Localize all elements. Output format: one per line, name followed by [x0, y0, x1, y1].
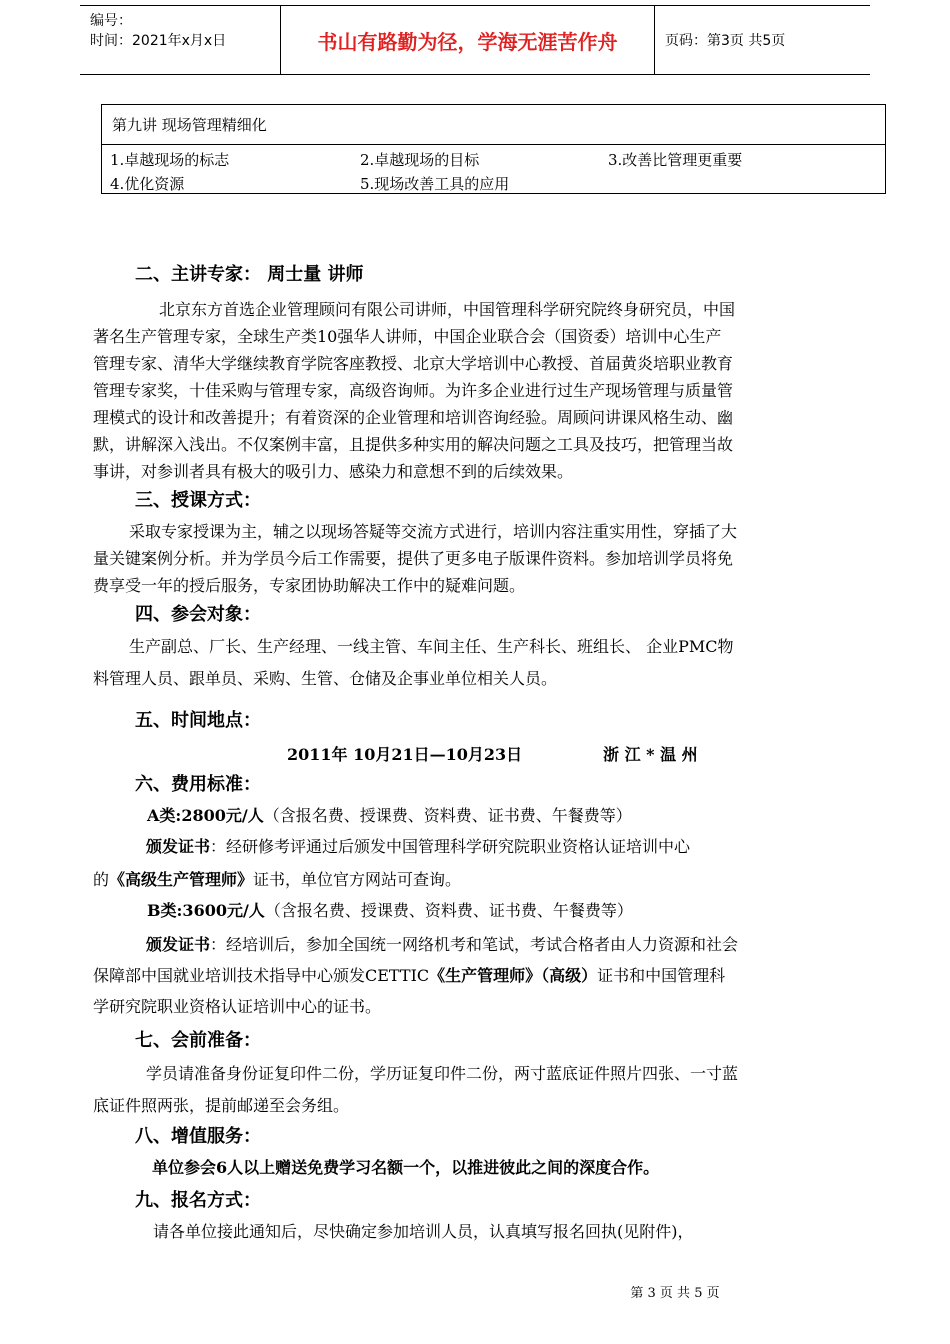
- audience-text: 生产副总、厂长、生产经理、一线主管、车间主任、生产科长、班组长、 企业PMC物 料管理人员、跟单员、采购、生管、仓储及企事业单位相关人员。: [93, 637, 734, 688]
- header-motto: 书山有路勤为径，学海无涯苦作舟: [281, 6, 655, 74]
- registration-text: 请各单位接此通知后，尽快确定参加培训人员，认真填写报名回执(见附件)，: [153, 1222, 694, 1241]
- section-heading-registration: 九、报名方式：: [135, 1190, 261, 1211]
- value-added-text: 单位参会6人以上赠送免费学习名额一个，以推进彼此之间的深度合作。: [152, 1158, 660, 1177]
- teaching-text: 采取专家授课为主，辅之以现场答疑等交流方式进行，培训内容注重实用性，穿插了大 量关键案例分析。并为学员今后工作需要，提供了更多电子版课件资料。参加培训学员将免 费享受一年的授后服务，专家团协助解决工作中的疑难问题。: [93, 522, 738, 595]
- page-header: [80, 5, 870, 75]
- course-table: [101, 104, 886, 194]
- section-heading-time-place: 五、时间地点：: [135, 710, 261, 731]
- fee-b-certificate: 颁发证书：经培训后，参加全国统一网络机考和笔试，考试合格者由人力资源和社会 保障部中国就业培训技术指导中心颁发CETTIC《生产管理师》（高级）证书和中国管理科 学研究院职业资格认证培训中心的证书。: [93, 935, 739, 1016]
- fee-a: A类:2800元/人（含报名费、授课费、资料费、证书费、午餐费等）: [147, 806, 632, 825]
- course-item: 2.卓越现场的目标: [360, 151, 480, 169]
- event-place: 浙 江 * 温 州: [603, 745, 698, 764]
- date-label: 时间：2021年x月x日: [90, 33, 227, 49]
- course-item: 1.卓越现场的标志: [110, 151, 230, 169]
- section-heading-fees: 六、费用标准：: [135, 774, 261, 795]
- event-date: 2011年 10月21日—10月23日: [287, 745, 523, 764]
- page-footer: 第 3 页 共 5 页: [630, 1286, 720, 1301]
- fee-b: B类:3600元/人（含报名费、授课费、资料费、证书费、午餐费等）: [147, 901, 633, 920]
- section-heading-expert: 二、主讲专家： 周士量 讲师: [135, 264, 364, 285]
- preparation-text: 学员请准备身份证复印件二份，学历证复印件二份，两寸蓝底证件照片四张、一寸蓝 底证件照两张，提前邮递至会务组。: [93, 1064, 739, 1115]
- section-heading-audience: 四、参会对象：: [135, 604, 261, 625]
- section-heading-teaching: 三、授课方式：: [135, 490, 261, 511]
- course-item: 3.改善比管理更重要: [608, 151, 743, 169]
- fee-a-certificate: 颁发证书：经研修考评通过后颁发中国管理科学研究院职业资格认证培训中心 的《高级生产管理师》证书，单位官方网站可查询。: [93, 837, 691, 889]
- course-item: 5.现场改善工具的应用: [360, 175, 510, 193]
- code-label: 编号：: [90, 13, 132, 29]
- expert-bio: 北京东方首选企业管理顾问有限公司讲师，中国管理科学研究院终身研究员，中国 著名生产管理专家，全球生产类10强华人讲师，中国企业联合会（国资委）培训中心生产 管理专家、清华大学继续教育学院客座教授、北京大学培训中心教授、首届黄炎培职业教育 管理专家奖，十佳采购与管理专家，高级咨询师。为许多企业进行过生产现场管理与质量管 理模式的设计和改善提升；有着资深的企业管理和培训咨询经验。周顾问讲课风格生动、幽 默，讲解深入浅出。不仅案例丰富，且提供多种实用的解决问题之工具及技巧，把管理当故 事讲，对参训者具有极大的吸引力、感染力和意想不到的后续效果。: [93, 300, 736, 481]
- header-meta: [80, 6, 281, 74]
- section-heading-value-added: 八、增值服务：: [135, 1126, 261, 1147]
- course-item: 4.优化资源: [110, 175, 185, 193]
- header-page-info: 页码：第3页 共5页: [665, 33, 786, 49]
- course-table-title: 第九讲 现场管理精细化: [102, 105, 885, 145]
- section-heading-preparation: 七、会前准备：: [135, 1030, 261, 1051]
